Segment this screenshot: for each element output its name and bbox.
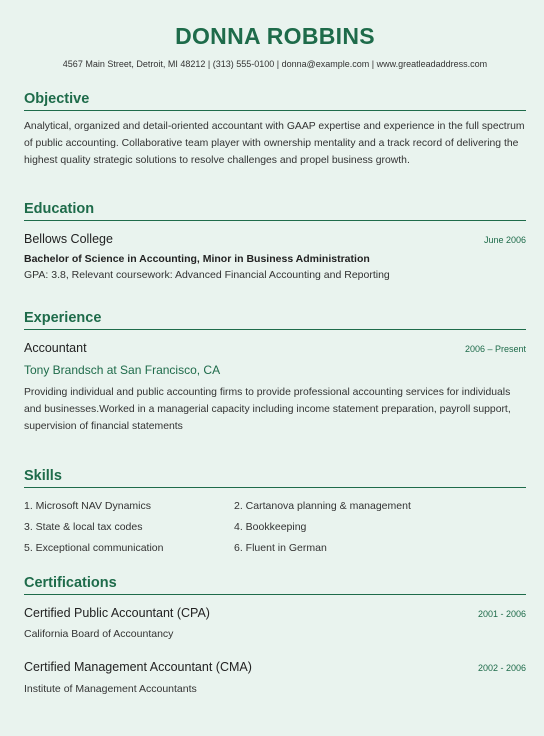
skill-item: 4. Bookkeeping	[234, 521, 307, 533]
skill-item: 1. Microsoft NAV Dynamics	[24, 500, 151, 512]
company-name: Tony Brandsch at San Francisco, CA	[24, 363, 221, 377]
education-date: June 2006	[483, 235, 526, 245]
certification-date: 2002 - 2006	[477, 663, 526, 673]
certification-name: Certified Management Accountant (CMA)	[24, 660, 252, 674]
candidate-name: DONNA ROBBINS	[175, 23, 375, 49]
experience-entry-header	[24, 340, 526, 356]
skill-item: 3. State & local tax codes	[24, 521, 143, 533]
certification-issuer: Institute of Management Accountants	[24, 683, 197, 695]
education-details: GPA: 3.8, Relevant coursework: Advanced Financial Accounting and Reporting	[24, 269, 390, 281]
certification-name: Certified Public Accountant (CPA)	[24, 606, 210, 620]
education-heading: Education	[24, 201, 526, 221]
skills-section	[24, 468, 526, 555]
experience-section	[24, 310, 526, 435]
certification-issuer: California Board of Accountancy	[24, 628, 174, 640]
education-section	[24, 201, 526, 282]
certification-entry-header	[24, 605, 526, 621]
experience-date: 2006 – Present	[464, 344, 526, 354]
objective-section	[24, 91, 526, 169]
experience-heading: Experience	[24, 310, 526, 330]
certifications-heading: Certifications	[24, 575, 526, 595]
skills-list	[24, 499, 526, 555]
objective-text: Analytical, organized and detail-oriented accountant with GAAP expertise and experience in the full spectrum of public accounting. Collaborative team player with ownership mentality and a track record of delivering the highest quality strategic solutions to resolve challenges and propel business growth.	[24, 121, 525, 166]
school-name: Bellows College	[24, 232, 113, 246]
certifications-section	[24, 575, 526, 696]
education-entry-header	[24, 231, 526, 247]
skills-heading: Skills	[24, 468, 526, 488]
objective-heading: Objective	[24, 91, 526, 111]
experience-description: Providing individual and public accounting firms to provide professional accounting services for individuals and businesses.Worked in a managerial capacity including income statement preparation, payroll support, supervision of financial statements	[24, 387, 511, 432]
degree: Bachelor of Science in Accounting, Minor in Business Administration	[24, 253, 370, 265]
certification-date: 2001 - 2006	[477, 609, 526, 619]
certification-entry-header	[24, 659, 526, 675]
job-role: Accountant	[24, 341, 87, 355]
skill-item: 2. Cartanova planning & management	[234, 500, 411, 512]
skill-item: 5. Exceptional communication	[24, 542, 164, 554]
skill-item: 6. Fluent in German	[234, 542, 327, 554]
contact-line: 4567 Main Street, Detroit, MI 48212 | (313) 555-0100 | donna@example.com | www.greatleadaddress.com	[62, 59, 488, 69]
